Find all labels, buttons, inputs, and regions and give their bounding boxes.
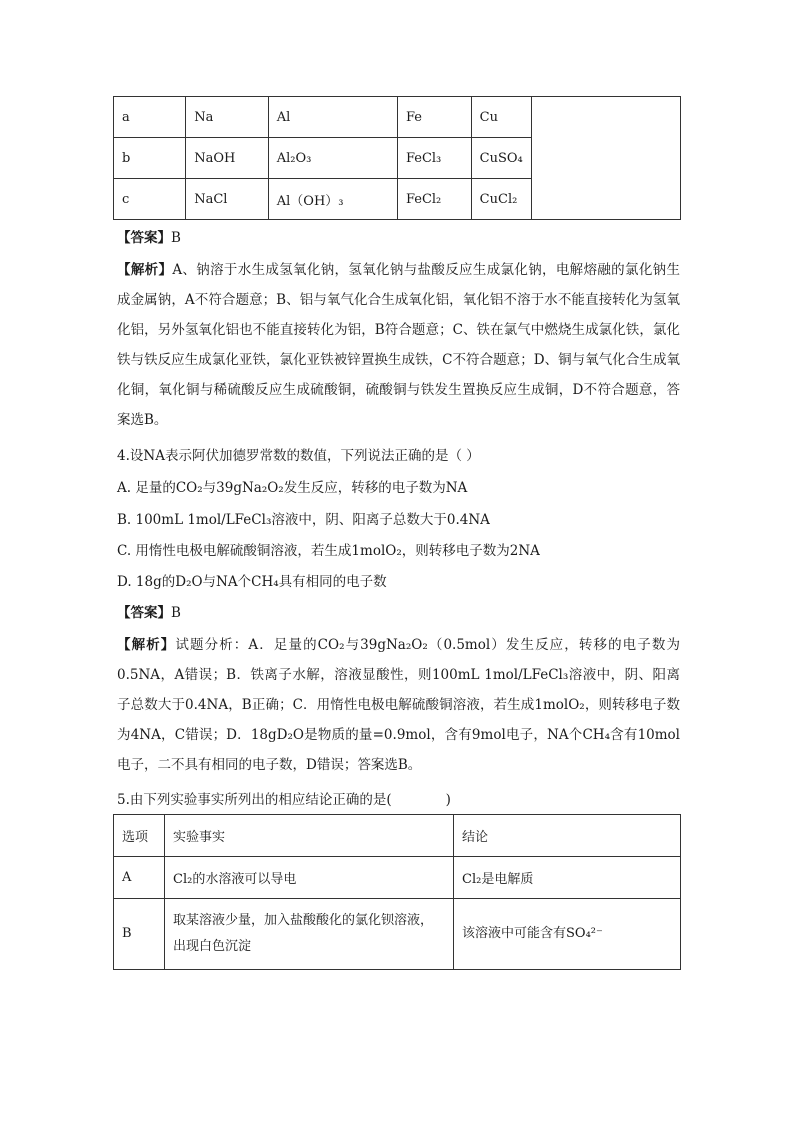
q3-analysis — [117, 255, 680, 435]
q4-option-c: C. 用惰性电极电解硫酸铜溶液，若生成1molO₂，则转移电子数为2NA — [117, 543, 540, 559]
table-cell: B — [114, 899, 165, 970]
table-row — [114, 97, 681, 138]
table-cell: NaOH — [186, 138, 269, 179]
table-header: 实验事实 — [165, 815, 454, 857]
table-cell: CuSO₄ — [471, 138, 531, 179]
table-cell: b — [114, 138, 186, 179]
table-header-row — [114, 815, 681, 857]
table-row — [114, 857, 681, 899]
table-cell: FeCl₂ — [397, 179, 471, 220]
table-cell: Al — [268, 97, 397, 138]
table-cell: NaCl — [186, 179, 269, 220]
table-cell: 该溶液中可能含有SO₄²⁻ — [454, 899, 681, 970]
table-header: 选项 — [114, 815, 165, 857]
q4-option-d: D. 18g的D₂O与NA个CH₄具有相同的电子数 — [117, 574, 387, 590]
q4-answer — [117, 603, 689, 623]
table-cell: Cl₂是电解质 — [454, 857, 681, 899]
answer-label: 【答案】 — [117, 230, 171, 246]
table-cell: 取某溶液少量，加入盐酸酸化的氯化钡溶液，出现白色沉淀 — [165, 899, 454, 970]
analysis-label: 【解析】 — [117, 637, 176, 653]
analysis-text: A、钠溶于水生成氢氧化钠，氢氧化钠与盐酸反应生成氯化钠，电解熔融的氯化钠生成金属钠，A不符合题意；B、铝与氧气化合生成氧化铝，氧化铝不溶于水不能直接转化为氢氧化铝，另外氢氧化铝也不能直接转化为铝，B符合题意；C、铁在氯气中燃烧生成氯化铁，氯化铁与铁反应生成氯化亚铁，氯化亚铁被锌置换生成铁，C不符合题意；D、铜与氧气化合生成氧化铜，氧化铜与稀硫酸反应生成硫酸铜，硫酸铜与铁发生置换反应生成铜，D不符合题意，答案选B。 — [117, 262, 681, 428]
q5-stem: 5.由下列实验事实所列出的相应结论正确的是( ) — [117, 792, 451, 808]
table-cell: Cl₂的水溶液可以导电 — [165, 857, 454, 899]
table-cell: Al₂O₃ — [268, 138, 397, 179]
answer-value: B — [171, 605, 181, 621]
table-cell: Al（OH）₃ — [268, 179, 397, 220]
analysis-text: 试题分析：A．足量的CO₂与39gNa₂O₂（0.5mol）发生反应，转移的电子数为0.5NA，A错误；B．铁离子水解，溶液显酸性，则100mL 1mol/LFeCl₃溶液中，阴、阳离子总数大于0.4NA，B正确；C．用惰性电极电解硫酸铜溶液，若生成1molO₂，则转移电子数为4NA，C错误；D．18gD₂O是物质的量=0.9mol，含有9mol电子，NA个CH₄含有10mol电子，二不具有相同的电子数，D错误；答案选B。 — [117, 637, 680, 773]
q4-analysis — [117, 630, 680, 780]
q4-stem: 4.设NA表示阿伏加德罗常数的数值，下列说法正确的是（ ） — [117, 448, 480, 464]
table-cell: a — [114, 97, 186, 138]
table-cell: Fe — [397, 97, 471, 138]
analysis-label: 【解析】 — [117, 262, 173, 278]
reaction-table — [113, 96, 681, 220]
answer-label: 【答案】 — [117, 605, 171, 621]
q4-option-b: B. 100mL 1mol/LFeCl₃溶液中，阴、阳离子总数大于0.4NA — [117, 512, 490, 528]
table-cell: Cu — [471, 97, 531, 138]
table-cell: FeCl₃ — [397, 138, 471, 179]
table-header: 结论 — [454, 815, 681, 857]
table-cell: CuCl₂ — [471, 179, 531, 220]
table-row — [114, 899, 681, 970]
q3-answer — [117, 228, 689, 248]
table-blank-cell — [531, 97, 680, 220]
table-cell: A — [114, 857, 165, 899]
table-cell: c — [114, 179, 186, 220]
table-cell: Na — [186, 97, 269, 138]
experiment-table — [113, 814, 681, 970]
q4-option-a: A. 足量的CO₂与39gNa₂O₂发生反应，转移的电子数为NA — [117, 480, 468, 496]
answer-value: B — [171, 230, 181, 246]
